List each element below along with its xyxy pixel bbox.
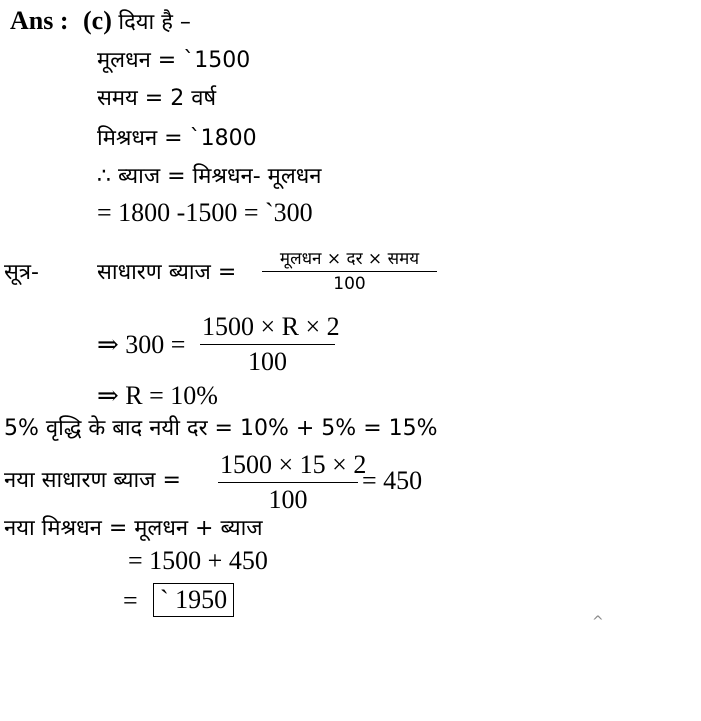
- answer-header: [10, 6, 191, 38]
- new-si-denominator: 100: [268, 485, 308, 514]
- answer-label: Ans :: [10, 6, 69, 35]
- formula-denominator: 100: [333, 274, 366, 294]
- amount-line: मिश्रधन = `1800: [97, 126, 257, 151]
- new-si-numerator: 1500 × 15 × 2: [218, 450, 358, 483]
- caret-mark: ^: [592, 614, 604, 630]
- new-si-fraction: [218, 450, 367, 515]
- principal-line: मूलधन = `1500: [97, 48, 251, 73]
- new-amount-sum: = 1500 + 450: [128, 546, 268, 575]
- given-label: दिया है –: [118, 10, 191, 35]
- formula-lhs: साधारण ब्याज =: [97, 260, 237, 285]
- interest-definition-line: ∴ ब्याज = मिश्रधन- मूलधन: [97, 164, 322, 189]
- time-line: समय = 2 वर्ष: [97, 86, 217, 111]
- answer-option: (c): [83, 6, 112, 35]
- final-answer-box: [153, 583, 234, 617]
- final-answer: ` 1950: [153, 583, 234, 617]
- formula-label: सूत्र-: [4, 260, 39, 285]
- new-si-lhs: नया साधारण ब्याज =: [4, 468, 181, 493]
- step1-numerator: 1500 × R × 2: [200, 312, 335, 345]
- step2-result: ⇒ R = 10%: [97, 381, 218, 410]
- step1-lhs: ⇒ 300 =: [97, 330, 186, 359]
- interest-calculation-line: = 1800 -1500 = `300: [97, 198, 313, 227]
- step1-denominator: 100: [248, 347, 287, 376]
- new-rate-line: 5% वृद्धि के बाद नयी दर = 10% + 5% = 15%: [4, 416, 438, 441]
- new-amount-line: नया मिश्रधन = मूलधन + ब्याज: [4, 516, 263, 541]
- new-si-result: = 450: [362, 466, 423, 495]
- formula-numerator: मूलधन × दर × समय: [262, 246, 437, 272]
- formula-fraction: [262, 246, 437, 294]
- step1-fraction: [200, 312, 340, 377]
- final-equals: =: [123, 586, 138, 615]
